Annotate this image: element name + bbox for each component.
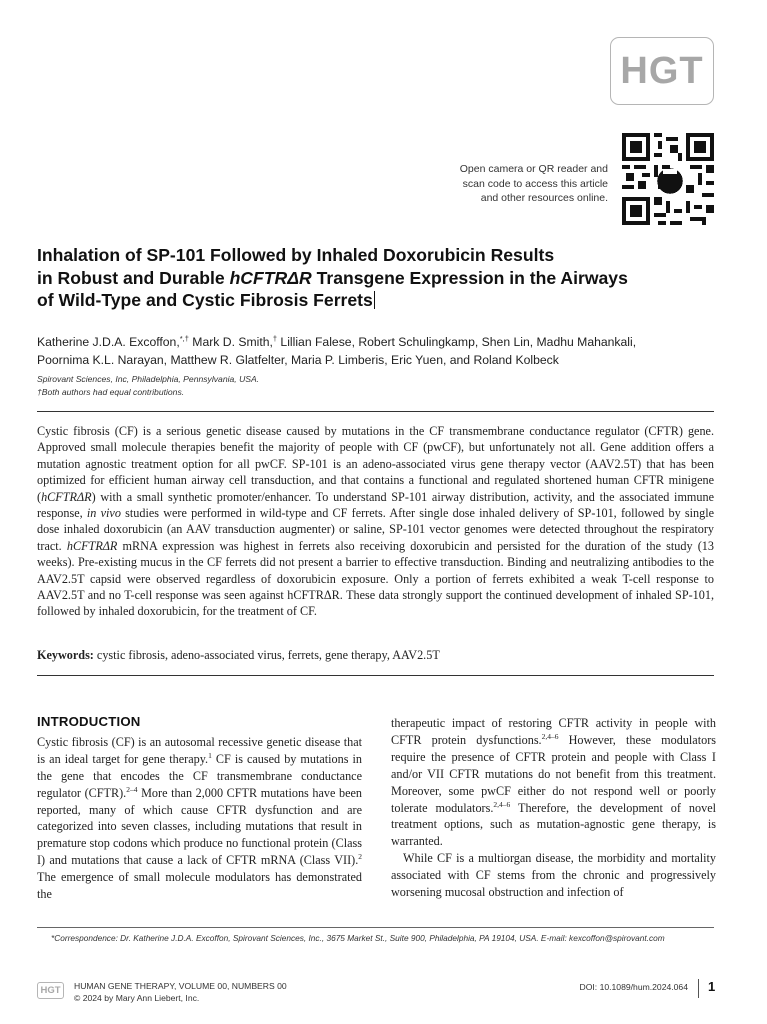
title-line: Inhalation of SP-101 Followed by Inhaled Doxorubicin Results — [37, 245, 555, 265]
title-text: of Wild-Type and Cystic Fibrosis Ferrets — [37, 290, 373, 310]
body-text: Cystic fibrosis (CF) is an autosomal recessive genetic disease that is an ideal target for gene therapy. — [37, 734, 362, 766]
citation[interactable]: 2–4 — [126, 784, 138, 794]
affiliation-text: Spirovant Sciences, Inc, Philadelphia, Pennsylvania, USA. — [37, 374, 260, 384]
abstract-italic: hCFTRΔR — [41, 489, 92, 504]
citation[interactable]: 2,4–6 — [541, 731, 559, 741]
affiliation — [37, 373, 259, 398]
body-column-right — [391, 715, 716, 901]
abstract-italic: hCFTRΔR — [66, 538, 118, 553]
body-text: The emergence of small molecule modulators has demonstrated the — [37, 870, 362, 902]
keywords-label: Keywords: — [37, 648, 94, 662]
citation[interactable]: 2,4–6 — [493, 799, 511, 809]
author-footnote-marker: † — [272, 333, 278, 343]
divider — [37, 411, 714, 412]
author-line: Poornima K.L. Narayan, Matthew R. Glatfelter, Maria P. Limberis, Eric Yuen, and Roland Kolbeck — [37, 352, 559, 367]
footer-separator — [698, 979, 699, 998]
citation[interactable]: 2 — [358, 852, 362, 862]
correspondence-note: *Correspondence: Dr. Katherine J.D.A. Excoffon, Spirovant Sciences, Inc., 3675 Market St., Suite 900, Philadelphia, PA 19104, USA. E-mail: kexcoffon@spirovant.com — [51, 933, 665, 943]
abstract-italic: in vivo — [86, 506, 121, 521]
abstract — [37, 423, 714, 620]
section-heading: INTRODUCTION — [37, 714, 141, 729]
author-name: Katherine J.D.A. Excoffon, — [37, 335, 180, 349]
footer-journal-info — [74, 981, 287, 1004]
title-line — [37, 289, 737, 312]
journal-citation: HUMAN GENE THERAPY, VOLUME 00, NUMBERS 00 — [74, 981, 287, 991]
copyright: © 2024 by Mary Ann Liebert, Inc. — [74, 992, 200, 1003]
author-name: Mark D. Smith, — [188, 335, 273, 349]
citation[interactable]: 1 — [208, 750, 212, 760]
body-paragraph: While CF is a multiorgan disease, the morbidity and mortality associated with CF stems from the chronic and progressively worsening mucosal obstruction and infection of — [391, 851, 716, 900]
body-text: More than 2,000 CFTR mutations have been reported, many of which cause CFTR dysfunction and are categorized into seven classes, including mutations that result in premature stop codons which produce no functional protein (Class I) and mutations that cause a lack of CFTR mRNA (Class VII). — [37, 785, 362, 868]
body-paragraph — [37, 734, 362, 903]
abstract-text: mRNA expression was highest in ferrets also receiving doxorubicin and persisted for the duration of the study (13 weeks). Pre-existing mucus in the CF ferrets did not present a barrier to effective transduction. Binding and neutralizing antibodies to the AAV2.5T capsid were observed regardless of doxorubicin exposure. Only a portion of ferrets exhibited a weak T-cell response to AAV2.5T and no T-cell response was seen against hCFTRΔR. These data strongly support the continued development of inhaled SP-101, followed by inhaled doxorubicin, for the treatment of CF. — [37, 538, 714, 619]
author-names: Lillian Falese, Robert Schulingkamp, Shen Lin, Madhu Mahankali, — [277, 335, 637, 349]
divider — [37, 675, 714, 676]
abstract-text: studies were performed in wild-type and CF ferrets. After single dose inhaled delivery of SP-101, followed by single dose inhaled doxorubicin (an AAV transduction augmenter) or saline, SP-101 vector genomes were detected throughout the respiratory tract. — [37, 506, 714, 553]
author-list — [37, 334, 737, 369]
title-gene-name: hCFTRΔR — [229, 267, 312, 288]
body-text: Therefore, the development of novel treatment options, such as mutation-agnostic gene therapy, is warranted. — [391, 800, 716, 849]
text-cursor — [374, 291, 375, 309]
qr-text-line: scan code to access this article — [462, 177, 608, 190]
qr-text-line: and other resources online. — [480, 192, 608, 204]
doi[interactable]: DOI: 10.1089/hum.2024.064 — [579, 982, 688, 992]
qr-instructions — [400, 162, 608, 206]
qr-text-line: Open camera or QR reader and — [459, 163, 608, 175]
title-text: in Robust and Durable — [37, 267, 230, 288]
body-text: CF is caused by mutations in the gene that encodes the CF transmembrane conductance regulator (CFTR). — [37, 751, 363, 800]
author-footnote-marker: *,† — [179, 333, 189, 343]
article-title — [37, 244, 737, 312]
body-paragraph — [391, 715, 716, 850]
abstract-text: ) with a small synthetic promoter/enhancer. To understand SP-101 airway distribution, activity, and the associated immune response, — [37, 489, 714, 521]
author-line — [37, 334, 737, 352]
footer-logo: HGT — [37, 982, 64, 999]
page-number: 1 — [708, 979, 716, 994]
journal-logo: HGT — [610, 37, 714, 105]
title-text: Transgene Expression in the Airways — [311, 267, 628, 288]
keywords-list: cystic fibrosis, adeno-associated virus, ferrets, gene therapy, AAV2.5T — [93, 648, 440, 662]
body-text: However, these modulators require the presence of CFTR protein and people with Class I and/or VII CFTR mutations do not benefit from this treatment. Moreover, some pwCF either do not respond well or poorly tolerate modulators. — [391, 732, 716, 815]
body-column-left — [37, 714, 362, 903]
qr-code-icon[interactable] — [622, 133, 714, 225]
equal-contribution-note: †Both authors had equal contributions. — [37, 386, 185, 397]
abstract-text: Cystic fibrosis (CF) is a serious genetic disease caused by mutations in the CF transmembrane conductance regulator (CFTR) gene. Approved small molecule therapies benefit the majority of people with CF (pwCF), but unfortunately not all. Gene addition offers a mutation agnostic treatment option for all pwCF. SP-101 is an adeno-associated virus gene therapy vector (AAV2.5T) that has been optimized for efficient human airway cell transduction, and that contains a functional and regulated shortened human CFTR minigene ( — [37, 424, 714, 504]
footnote-divider — [37, 927, 714, 928]
keywords — [37, 648, 714, 663]
title-line — [37, 267, 737, 290]
body-text: therapeutic impact of restoring CFTR activity in people with CFTR protein dysfunctions. — [391, 716, 716, 747]
